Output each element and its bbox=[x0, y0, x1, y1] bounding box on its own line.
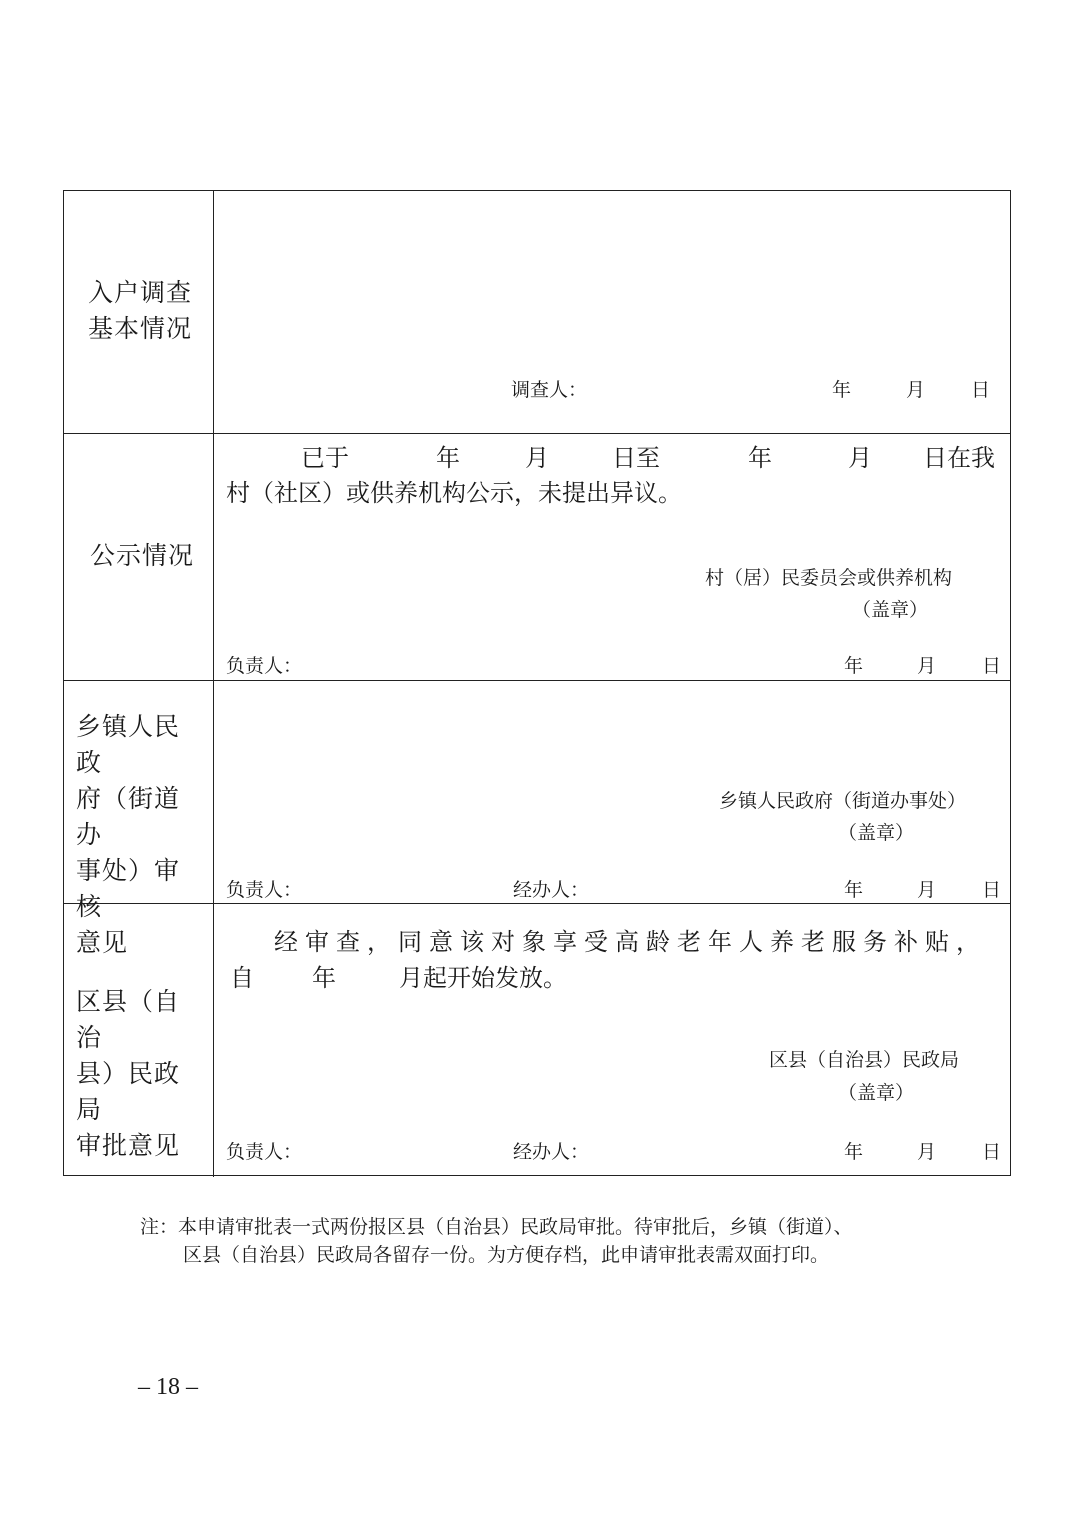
survey-year-label: 年 bbox=[832, 379, 852, 401]
survey-month-label: 月 bbox=[906, 379, 926, 401]
notice-responsible-label: 负责人： bbox=[226, 655, 303, 677]
township-content-cell[interactable] bbox=[214, 681, 1010, 903]
notice-line1-month-2: 月 bbox=[848, 444, 872, 472]
county-label-line-2: 县）民政局 bbox=[76, 1059, 181, 1124]
public-notice-label-cell bbox=[64, 434, 214, 680]
township-month-label: 月 bbox=[917, 879, 937, 901]
township-seal: （盖章） bbox=[838, 822, 915, 844]
county-content-cell[interactable] bbox=[214, 904, 1010, 1177]
notice-org: 村（居）民委员会或供养机构 bbox=[705, 567, 953, 589]
survey-label-line-2: 基本情况 bbox=[88, 314, 193, 343]
notice-line1-year-1: 年 bbox=[436, 444, 460, 472]
notice-month-label: 月 bbox=[917, 655, 937, 677]
public-notice-row bbox=[64, 434, 1010, 681]
county-responsible-label: 负责人： bbox=[226, 1141, 303, 1163]
township-org: 乡镇人民政府（街道办事处） bbox=[719, 790, 967, 812]
public-notice-content-cell[interactable] bbox=[214, 434, 1010, 680]
survey-day-label: 日 bbox=[971, 379, 991, 401]
notice-seal: （盖章） bbox=[852, 599, 929, 621]
public-notice-label: 公示情况 bbox=[90, 541, 195, 570]
township-label-cell bbox=[64, 681, 214, 957]
notice-line1-year-2: 年 bbox=[748, 444, 772, 472]
county-label-line-3: 审批意见 bbox=[76, 1131, 181, 1160]
survey-content-cell[interactable] bbox=[214, 191, 1010, 433]
county-label bbox=[76, 984, 205, 1164]
survey-label-cell bbox=[64, 191, 214, 433]
township-year-label: 年 bbox=[844, 879, 864, 901]
county-seal: （盖章） bbox=[838, 1082, 915, 1104]
county-label-line-1: 区县（自治 bbox=[76, 987, 181, 1052]
survey-label bbox=[88, 275, 205, 347]
notice-line1-month-1: 月 bbox=[525, 444, 549, 472]
township-label-line-1: 乡镇人民政 bbox=[76, 712, 181, 777]
township-day-label: 日 bbox=[982, 879, 1002, 901]
county-label-cell bbox=[64, 904, 214, 1177]
township-label-line-2: 府（街道办 bbox=[76, 784, 181, 849]
investigator-label: 调查人： bbox=[511, 379, 588, 401]
approval-form-table bbox=[63, 190, 1011, 1176]
notice-line1-day-to: 日至 bbox=[612, 444, 660, 472]
township-responsible-label: 负责人： bbox=[226, 879, 303, 901]
county-row bbox=[64, 904, 1010, 1177]
county-approval-line1: 经审查，同意该对象享受高龄老年人养老服务补贴， bbox=[274, 928, 987, 956]
notice-line1-day-at: 日在我 bbox=[923, 444, 995, 472]
footnote-line-1: 注：本申请审批表一式两份报区县（自治县）民政局审批。待审批后，乡镇（街道）、 bbox=[140, 1216, 853, 1238]
survey-label-line-1: 入户调查 bbox=[88, 278, 193, 307]
footnote-line-2: 区县（自治县）民政局各留存一份。为方便存档，此申请审批表需双面打印。 bbox=[183, 1244, 830, 1266]
survey-row bbox=[64, 191, 1010, 434]
county-day-label: 日 bbox=[982, 1141, 1002, 1163]
page-number: – 18 – bbox=[138, 1374, 198, 1400]
county-line2-from: 自 bbox=[230, 964, 254, 992]
county-line2-month-start: 月起开始发放。 bbox=[399, 964, 567, 992]
township-label-line-4: 意见 bbox=[76, 928, 129, 957]
notice-line2: 村（社区）或供养机构公示，未提出异议。 bbox=[226, 479, 682, 507]
township-label-line-3: 事处）审核 bbox=[76, 856, 181, 921]
county-org: 区县（自治县）民政局 bbox=[769, 1049, 960, 1071]
township-handler-label: 经办人： bbox=[513, 879, 590, 901]
county-month-label: 月 bbox=[917, 1141, 937, 1163]
county-line2-year: 年 bbox=[312, 964, 336, 992]
notice-day-label: 日 bbox=[982, 655, 1002, 677]
county-handler-label: 经办人： bbox=[513, 1141, 590, 1163]
notice-line1-already: 已于 bbox=[301, 444, 349, 472]
notice-year-label: 年 bbox=[844, 655, 864, 677]
county-year-label: 年 bbox=[844, 1141, 864, 1163]
